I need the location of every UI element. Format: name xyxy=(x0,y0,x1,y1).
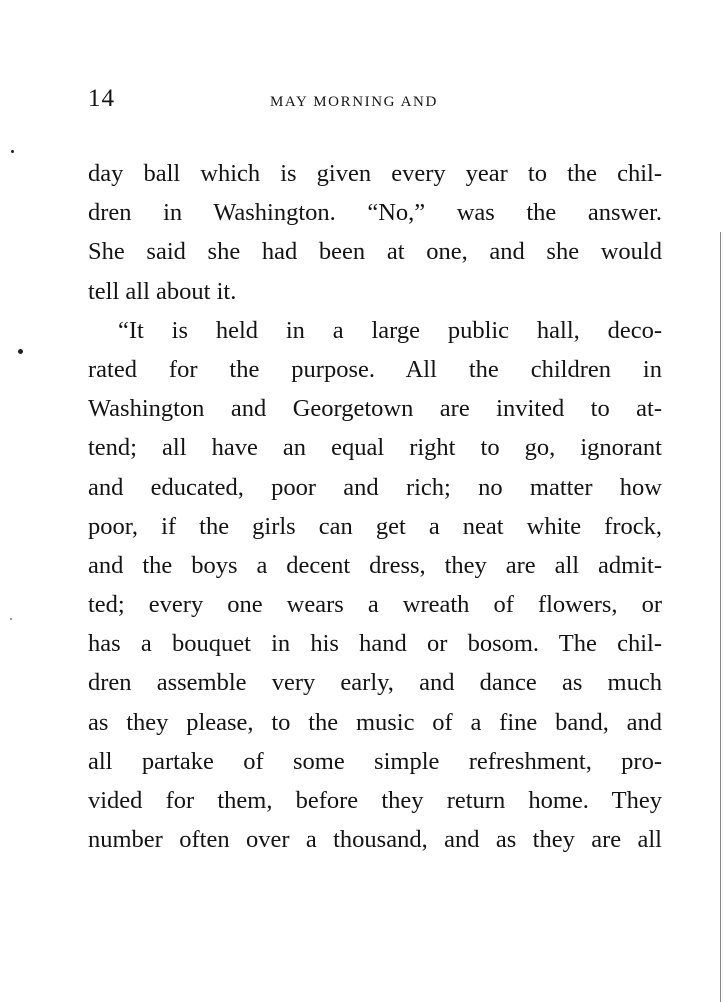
text-line: has a bouquet in his hand or bosom. The chil- xyxy=(88,630,662,658)
text-line: number often over a thousand, and as they are all xyxy=(88,826,662,854)
text-line: rated for the purpose. All the children in xyxy=(88,355,662,383)
text-line: tell all about it. xyxy=(88,277,237,305)
text-line: dren assemble very early, and dance as much xyxy=(88,669,662,697)
text-line: ted; every one wears a wreath of flowers, or xyxy=(88,591,662,619)
body-text xyxy=(88,154,662,859)
text-line: tend; all have an equal right to go, ignorant xyxy=(88,434,662,462)
text-line: as they please, to the music of a fine band, and xyxy=(88,708,662,736)
page-edge-line xyxy=(720,232,721,1002)
page-number: 14 xyxy=(88,85,115,112)
text-line: day ball which is given every year to the chil- xyxy=(88,160,662,187)
ink-speck xyxy=(18,349,23,354)
ink-speck xyxy=(10,618,12,620)
ink-speck xyxy=(11,150,14,153)
text-line: Washington and Georgetown are invited to at- xyxy=(88,395,662,423)
text-line: and educated, poor and rich; no matter how xyxy=(88,473,662,501)
text-line: dren in Washington. “No,” was the answer. xyxy=(88,199,662,227)
text-line: “It is held in a large public hall, deco- xyxy=(118,316,662,344)
text-line: and the boys a decent dress, they are all admit- xyxy=(88,551,662,579)
text-line: poor, if the girls can get a neat white frock, xyxy=(88,512,662,540)
running-head: MAY MORNING AND xyxy=(270,94,438,110)
text-line: She said she had been at one, and she would xyxy=(88,238,662,266)
text-line: vided for them, before they return home. They xyxy=(88,787,662,814)
text-line: all partake of some simple refreshment, pro- xyxy=(88,747,662,775)
